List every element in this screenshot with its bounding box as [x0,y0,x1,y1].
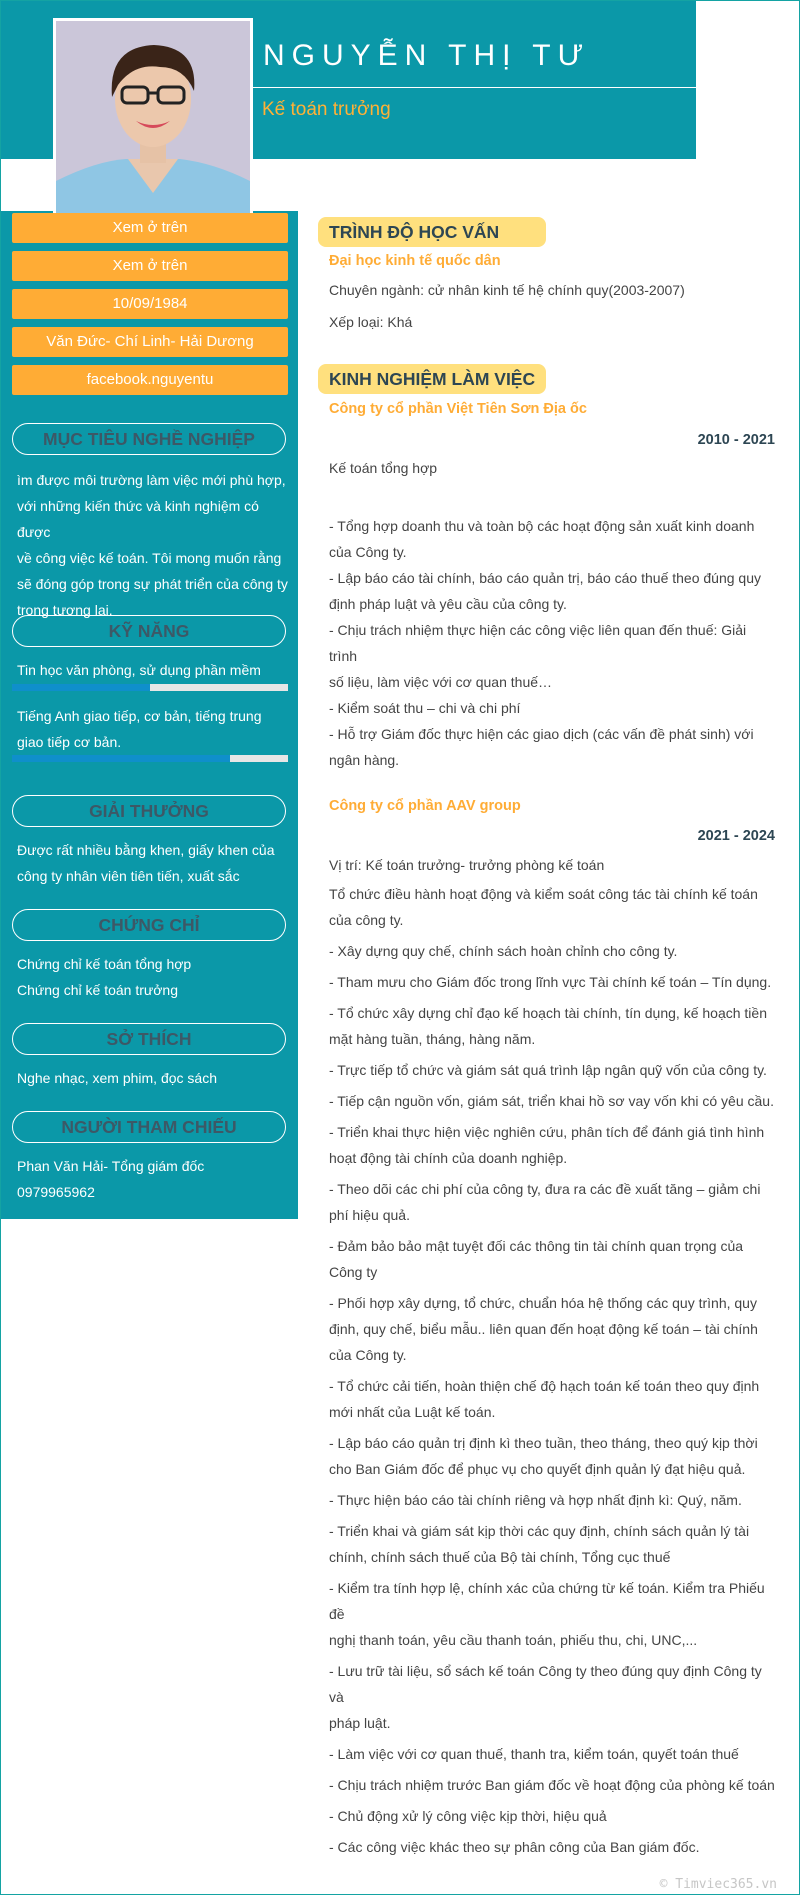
contact-phone: Xem ở trên [12,251,288,281]
duty-line: - Chủ động xử lý công việc kịp thời, hiệu quả [329,1808,607,1824]
duty-line: - Kiểm tra tính hợp lệ, chính xác của chứng từ kế toán. Kiểm tra Phiếu đề [329,1580,765,1622]
skill-2-bar-fill [12,755,230,762]
hobbies-heading: SỞ THÍCH [12,1023,286,1055]
job-1-period: 2010 - 2021 [697,432,775,448]
duty-line: pháp luật. [329,1715,391,1731]
duty-line: định, quy chế, biểu mẫu.. liên quan đến hoạt động kế toán – tài chính [329,1321,758,1337]
education-details [329,277,776,335]
hobbies-text [17,1065,295,1091]
duty-line: - Trực tiếp tổ chức và giám sát quá trình lập ngân quỹ vốn của công ty. [329,1062,767,1078]
text-line: ìm được môi trường làm việc mới phù hợp, [17,472,286,488]
text-line: Chứng chỉ kế toán tổng hợp [17,956,192,972]
references-heading: NGƯỜI THAM CHIẾU [12,1111,286,1143]
skill-1-bar [12,684,288,691]
duty-paragraph [329,1119,776,1171]
portrait-photo-icon [56,21,250,217]
references-text [17,1153,295,1205]
duty-line: - Lưu trữ tài liệu, sổ sách kế toán Công ty theo đúng quy định Công ty và [329,1663,762,1705]
text-line: sẽ đóng góp trong sự phát triển của công ty [17,576,288,592]
duty-line: - Các công việc khác theo sự phân công của Ban giám đốc. [329,1839,700,1855]
name-divider [250,87,696,88]
skill-2 [17,703,295,755]
duty-line: - Tiếp cận nguồn vốn, giám sát, triển khai hồ sơ vay vốn khi có yêu cầu. [329,1093,774,1109]
duty-line: - Kiểm soát thu – chi và chi phí [329,700,521,716]
duty-line: mới nhất của Luật kế toán. [329,1404,496,1420]
duty-line: mặt hàng tuần, tháng, hàng năm. [329,1031,536,1047]
duty-line: - Đảm bảo bảo mật tuyệt đối các thông tin tài chính quan trọng của [329,1238,744,1254]
duty-line: - Tổ chức cải tiến, hoàn thiện chế độ hạch toán kế toán theo quy định [329,1378,760,1394]
objective-text [17,467,295,623]
duty-paragraph [329,1057,776,1083]
duty-line: - Lập báo cáo quản trị định kì theo tuần, theo tháng, theo quý kịp thời [329,1435,758,1451]
skill-1 [17,657,295,683]
job-2-duties [329,881,776,1865]
skill-label: giao tiếp cơ bản. [17,734,122,750]
job-title: Kế toán trưởng [262,99,391,120]
duty-paragraph [329,1658,776,1736]
duty-line: - Triển khai và giám sát kịp thời các quy định, chính sách quản lý tài [329,1523,750,1539]
certificates-text [17,951,295,1003]
education-major: Chuyên ngành: cử nhân kinh tế hệ chính quy(2003-2007) [329,282,685,298]
duty-line: Công ty [329,1264,378,1280]
duty-line: - Triển khai thực hiện việc nghiên cứu, phân tích để đánh giá tình hình [329,1124,765,1140]
duty-line: của Công ty. [329,1347,407,1363]
experience-heading: KINH NGHIỆM LÀM VIỆC [318,364,546,394]
contact-email: Xem ở trên [12,213,288,243]
duty-line: của công ty. [329,912,404,928]
text-line: 0979965962 [17,1184,95,1200]
job-2-role: Vị trí: Kế toán trưởng- trưởng phòng kế toán [329,857,605,873]
duty-line: chính, chính sách thuế của Bộ tài chính, Tổng cục thuế [329,1549,671,1565]
duty-paragraph [329,1772,776,1798]
skills-heading: KỸ NĂNG [12,615,286,647]
duty-paragraph [329,1518,776,1570]
skill-label: Tin học văn phòng, sử dụng phần mềm [17,662,261,678]
text-line: với những kiến thức và kinh nghiệm có được [17,498,259,540]
objective-heading: MỤC TIÊU NGHỀ NGHIỆP [12,423,286,455]
duty-line: - Tổng hợp doanh thu và toàn bộ các hoạt động sản xuất kinh doanh [329,518,755,534]
duty-line: ngân hàng. [329,752,400,768]
text-line: Được rất nhiều bằng khen, giấy khen của [17,842,275,858]
duty-line: - Lập báo cáo tài chính, báo cáo quản trị, báo cáo thuế theo đúng quy [329,570,761,586]
text-line: trong tương lai. [17,602,113,618]
skill-label: Tiếng Anh giao tiếp, cơ bản, tiếng trung [17,708,262,724]
text-line: Chứng chỉ kế toán trưởng [17,982,179,998]
duty-line: của Công ty. [329,544,407,560]
candidate-name: NGUYỄN THỊ TƯ [263,39,591,72]
contact-address: Văn Đức- Chí Linh- Hải Dương [12,327,288,357]
job-1-company: Công ty cổ phần Việt Tiên Sơn Địa ốc [329,401,587,417]
job-2-period: 2021 - 2024 [697,828,775,844]
skill-2-bar [12,755,288,762]
duty-line: - Xây dựng quy chế, chính sách hoàn chỉnh cho công ty. [329,943,678,959]
duty-paragraph [329,1430,776,1482]
duty-paragraph [329,1487,776,1513]
duty-paragraph [329,1176,776,1228]
duty-paragraph [329,1373,776,1425]
contact-birthday: 10/09/1984 [12,289,288,319]
duty-line: phí hiệu quả. [329,1207,410,1223]
profile-photo [53,18,253,220]
duty-line: - Thực hiện báo cáo tài chính riêng và hợp nhất định kì: Quý, năm. [329,1492,742,1508]
awards-heading: GIẢI THƯỞNG [12,795,286,827]
duty-line: - Chịu trách nhiệm thực hiện các công việc liên quan đến thuế: Giải trình [329,622,747,664]
duty-line: - Chịu trách nhiệm trước Ban giám đốc về hoạt động của phòng kế toán [329,1777,775,1793]
duty-paragraph [329,938,776,964]
duty-line: - Làm việc với cơ quan thuế, thanh tra, kiểm toán, quyết toán thuế [329,1746,739,1762]
job-2-company: Công ty cổ phần AAV group [329,798,521,814]
duty-line: - Hỗ trợ Giám đốc thực hiện các giao dịch (các vấn đề phát sinh) với [329,726,754,742]
text-line: về công việc kế toán. Tôi mong muốn rằng [17,550,282,566]
duty-line: hoạt động tài chính của doanh nghiệp. [329,1150,568,1166]
text-line: Phan Văn Hải- Tổng giám đốc [17,1158,205,1174]
duty-paragraph [329,881,776,933]
text-line: Nghe nhạc, xem phim, đọc sách [17,1070,217,1086]
duty-paragraph [329,1233,776,1285]
duty-paragraph [329,1575,776,1653]
duty-line: Tổ chức điều hành hoạt động và kiểm soát công tác tài chính kế toán [329,886,758,902]
duty-paragraph [329,1000,776,1052]
duty-line: số liệu, làm việc với cơ quan thuế… [329,674,553,690]
duty-line: định pháp luật và yêu cầu của công ty. [329,596,567,612]
duty-paragraph [329,1834,776,1860]
duty-paragraph [329,1741,776,1767]
job-1-role: Kế toán tổng hợp [329,460,438,476]
certificates-heading: CHỨNG CHỈ [12,909,286,941]
duty-line: - Theo dõi các chi phí của công ty, đưa ra các đề xuất tăng – giảm chi [329,1181,761,1197]
education-school: Đại học kinh tế quốc dân [329,253,501,269]
duty-paragraph [329,1290,776,1368]
education-grade: Xếp loại: Khá [329,314,413,330]
duty-paragraph [329,1803,776,1829]
contact-facebook[interactable]: facebook.nguyentu [12,365,288,395]
duty-line: - Phối hợp xây dựng, tổ chức, chuẩn hóa hệ thống các quy trình, quy [329,1295,757,1311]
duty-line: - Tổ chức xây dựng chỉ đạo kế hoạch tài chính, tín dụng, kế hoạch tiền [329,1005,767,1021]
skill-1-bar-fill [12,684,150,691]
text-line: công ty nhân viên tiên tiến, xuất sắc [17,868,240,884]
duty-line: cho Ban Giám đốc để phục vụ cho quyết định quản lý đạt hiệu quả. [329,1461,746,1477]
watermark: © Timviec365.vn [659,1877,777,1892]
job-1-duties [329,513,776,773]
duty-paragraph [329,969,776,995]
education-heading: TRÌNH ĐỘ HỌC VẤN [318,217,546,247]
duty-line: - Tham mưu cho Giám đốc trong lĩnh vực Tài chính kế toán – Tín dụng. [329,974,772,990]
awards-text [17,837,295,889]
duty-paragraph [329,1088,776,1114]
duty-line: nghị thanh toán, yêu cầu thanh toán, phiếu thu, chi, UNC,... [329,1632,698,1648]
